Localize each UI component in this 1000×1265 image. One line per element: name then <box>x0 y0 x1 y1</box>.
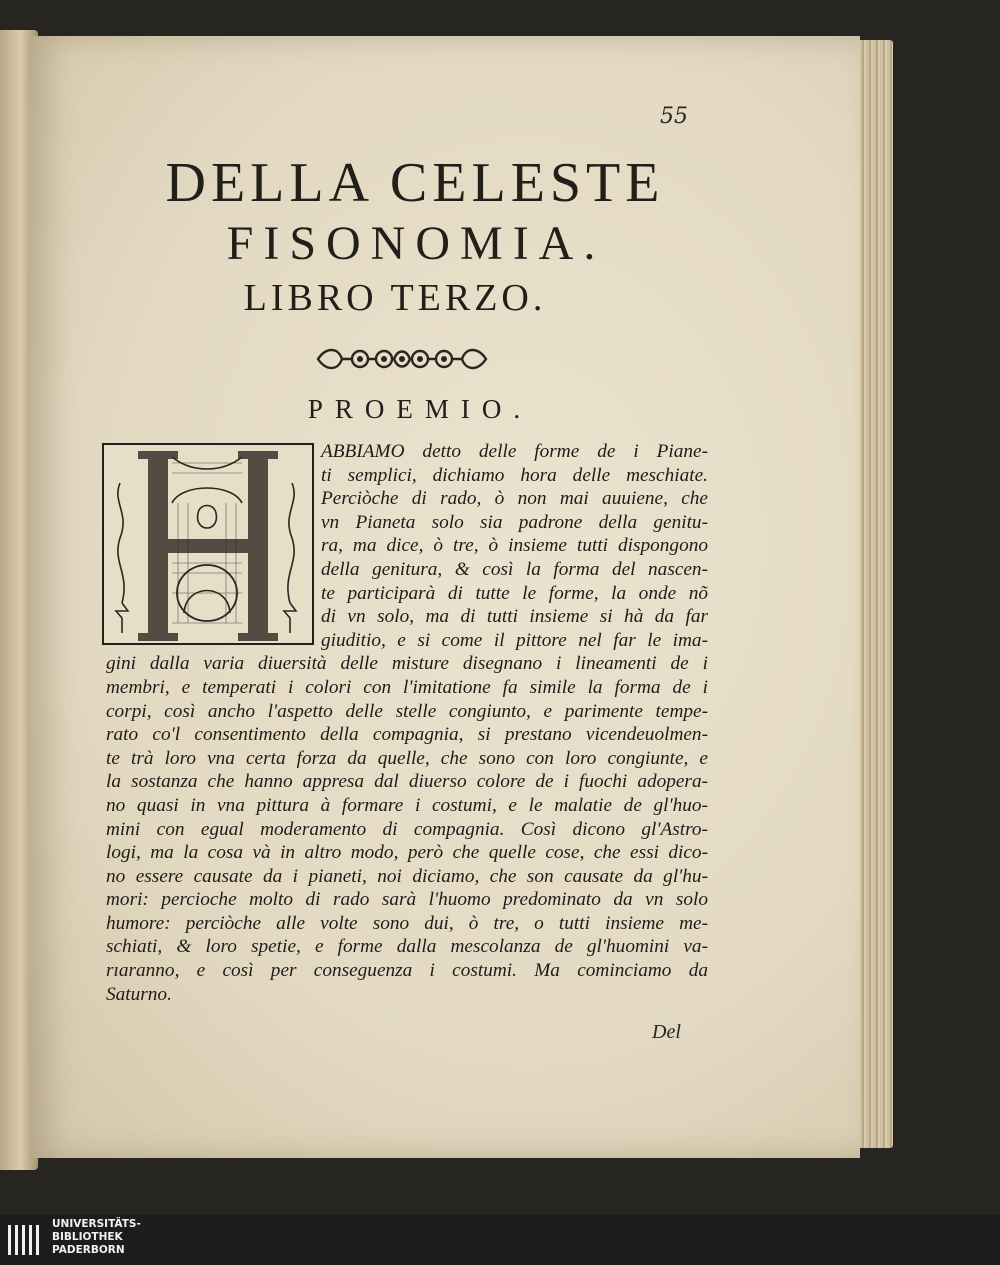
title-line-2: FISONOMIA. <box>226 217 606 270</box>
text-line: Perciòche di rado, ò non mai auuiene, che <box>321 488 708 510</box>
text-line: membri, e temperati i colori con l'imitatione fa simile la forma de i <box>106 676 708 698</box>
title-line-1: DELLA CELESTE <box>165 152 665 214</box>
text-line: della genitura, & così la forma del nascen- <box>321 558 708 580</box>
text-line: gini dalla varia diuersità delle misture disegnano i lineamenti de i <box>106 653 708 675</box>
text-line: giuditio, e si come il pittore nel far le ima- <box>321 629 708 651</box>
text-line: rato co'l consentimento della compagnia, si prestano vicendeuolmen- <box>106 724 708 746</box>
text-line: rıaranno, e così per conseguenza i costumi. Ma cominciamo da <box>106 960 708 982</box>
text-line: ti semplici, dichiamo hora delle meschiate. <box>321 464 708 486</box>
text-line: la sostanza che hanno appresa dal diuerso colore de i fuochi adopera- <box>106 771 708 793</box>
text-line: di vn solo, ma di tutti insieme si hà da far <box>321 606 708 628</box>
book-page <box>30 36 860 1158</box>
library-name <box>52 1218 141 1257</box>
text-line: vn Pianeta solo sia padrone della genitu- <box>321 511 708 533</box>
text-line: no quasi in vna pittura à formare i costumi, e le malatie de gl'huo- <box>106 794 708 816</box>
text-line: mini con egual moderamento di compagnia. Così dicono gl'Astro- <box>106 818 708 840</box>
text-line: ra, ma dice, ò tre, ò insieme tutti dispongono <box>321 535 708 557</box>
text-line: corpi, così ancho l'aspetto delle stelle congiunto, e parimente tempe- <box>106 700 708 722</box>
text-line: Saturno. <box>106 983 172 1005</box>
library-name-line-3: PADERBORN <box>52 1244 125 1256</box>
body-text <box>106 440 708 1006</box>
text-line: no essere causate da i pianeti, noi diciamo, che son causate da gl'hu- <box>106 865 708 887</box>
library-name-line-2: BIBLIOTHEK <box>52 1231 123 1243</box>
library-footer <box>0 1215 1000 1265</box>
section-heading: PROEMIO. <box>307 394 533 424</box>
library-logo-icon <box>6 1221 46 1259</box>
page-number: 55 <box>660 104 688 129</box>
fleuron-ornament <box>312 341 492 377</box>
title-line-3: LIBRO TERZO. <box>243 277 547 319</box>
text-line: schiati, & loro spetie, e forme dalla mescolanza de gl'huomini va- <box>106 936 708 958</box>
text-line: logi, ma la cosa và in altro modo, però che quelle cose, che essi dico- <box>106 842 708 864</box>
text-line: te participarà di tutte le forme, la onde nõ <box>321 582 708 604</box>
text-line: humore: perciòche alle volte sono dui, ò tre, o tutti insieme me- <box>106 912 708 934</box>
text-line: te trà loro vna certa forza da quelle, che sono con loro congiunte, e <box>106 747 708 769</box>
text-line: ABBIAMO detto delle forme de i Piane- <box>321 441 708 462</box>
catchword: Del <box>652 1021 681 1043</box>
text-line: mori: percioche molto di rado sarà l'huomo predominato da vn solo <box>106 889 708 911</box>
library-name-line-1: UNIVERSITÄTS- <box>52 1218 141 1230</box>
